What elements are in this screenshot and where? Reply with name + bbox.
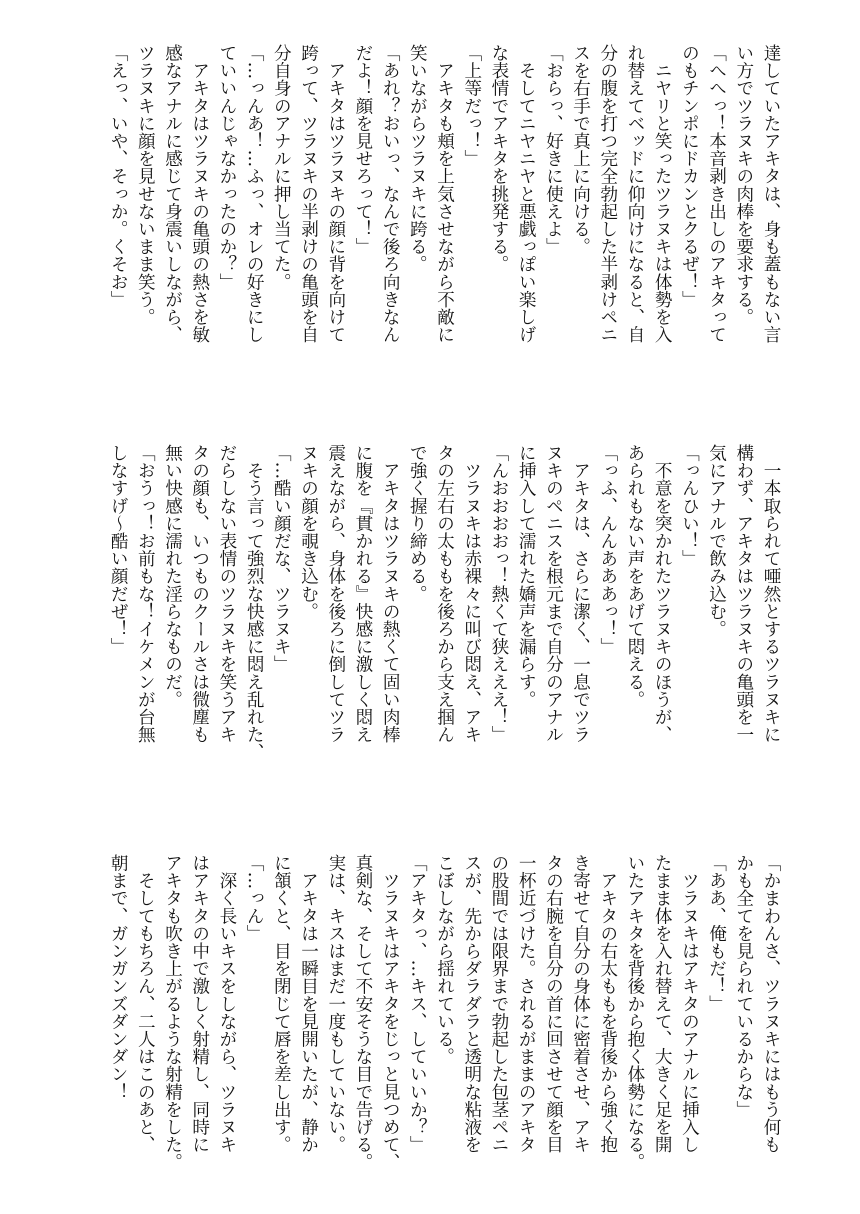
text-line: たまま体を入れ替えて、大きく足を開 xyxy=(652,854,673,1154)
text-line: しなすげ～酷い顔だぜ！」 xyxy=(108,444,129,656)
text-line: あられもない声をあげて悶える。 xyxy=(624,444,645,708)
text-line: 深く長いキスをしながら、ツラヌキ xyxy=(216,854,237,1154)
text-line: 分自身のアナルに押し当てた。 xyxy=(271,44,292,291)
text-line: ヌキの顔を覗き込む。 xyxy=(298,444,319,620)
text-line: 「…っん」 xyxy=(244,854,265,942)
text-line: ツラヌキはアキタをじっと見つめて、 xyxy=(380,854,401,1171)
text-block-middle xyxy=(104,444,784,761)
text-line: 「っふ、んんあああっ！」 xyxy=(597,444,618,656)
text-line: アキタは、さらに潔く、一息でツラ xyxy=(570,444,591,744)
text-line: 「アキタっ、…キス、していいか？」 xyxy=(407,854,428,1154)
text-line: のもチンポにドカンとクるぜ！」 xyxy=(679,44,700,308)
text-line: そう言って強烈な快感に悶え乱れた、 xyxy=(244,444,265,761)
text-line: アキタも吹き上がるような射精をした。 xyxy=(162,854,183,1171)
text-line: い方でツラヌキの肉棒を要求する。 xyxy=(733,44,754,326)
text-line: 一杯近づけた。されるがままのアキタ xyxy=(516,854,537,1154)
text-line: に頷くと、目を閉じて唇を差し出す。 xyxy=(271,854,292,1154)
text-line: 「んおおおおっ！熱くて狭えええ！」 xyxy=(488,444,509,744)
text-line: 震えながら、身体を後ろに倒してツラ xyxy=(325,444,346,744)
text-line: 一本取られて唖然とするツラヌキに xyxy=(761,444,781,744)
text-line: 真剣な、そして不安そうな目で告げる。 xyxy=(352,854,373,1171)
text-line: かも全てを見られているからな」 xyxy=(733,854,754,1118)
text-line: スが、先からダラダラと透明な粘液を xyxy=(461,854,482,1154)
text-line: アキタはツラヌキの顔に背を向けて xyxy=(325,44,346,344)
text-line: れ替えてベッドに仰向けになると、自 xyxy=(624,44,645,344)
text-line: 「おらっ、好きに使えよ」 xyxy=(543,44,564,256)
text-line: な表情でアキタを挑発する。 xyxy=(488,44,509,273)
text-line: アキタも頬を上気させながら不敵に xyxy=(434,44,455,344)
text-line: そしてもちろん、二人はこのあと、 xyxy=(135,854,156,1154)
text-line: タの左右の太ももを後ろから支え掴ん xyxy=(434,444,455,744)
text-line: アキタは一瞬目を見開いたが、静か xyxy=(298,854,319,1154)
text-line: スを右手で真上に向ける。 xyxy=(570,44,591,256)
text-line: こぼしながら揺れている。 xyxy=(434,854,455,1066)
text-line: いたアキタを背後から抱く体勢になる。 xyxy=(624,854,645,1171)
text-line: 気にアナルで飲み込む。 xyxy=(706,444,727,638)
text-line: 「ああ、俺もだ！」 xyxy=(706,854,727,1013)
text-line: タの顔も、いつものクールさは微塵も xyxy=(189,444,210,744)
text-line: だらしない表情のツラヌキを笑うアキ xyxy=(216,444,237,744)
text-line: 実は、キスはまだ一度もしていない。 xyxy=(325,854,346,1154)
text-line: 「…っんあ！…ふっ、オレの好きにし xyxy=(244,44,265,344)
text-line: 「えっ、いや、そっか。くそお」 xyxy=(108,44,129,308)
text-line: ツラヌキはアキタのアナルに挿入し xyxy=(679,854,700,1154)
text-line: 「かまわんさ、ツラヌキにはもう何も xyxy=(761,854,781,1154)
text-line: アキタの右太ももを背後から強く抱 xyxy=(597,854,618,1154)
text-line: 朝まで、ガンガンズダンダン！ xyxy=(108,854,129,1101)
text-block-top xyxy=(104,44,784,354)
text-line: はアキタの中で激しく射精し、同時に xyxy=(189,854,210,1154)
text-line: に挿入して濡れた嬌声を漏らす。 xyxy=(516,444,537,708)
text-line: で強く握り締める。 xyxy=(407,444,428,603)
text-line: 跨って、ツラヌキの半剥けの亀頭を自 xyxy=(298,44,319,344)
text-line: 分の腹を打つ完全勃起した半剥けペニ xyxy=(597,44,618,344)
text-line: 「…酷い顔だな、ツラヌキ」 xyxy=(271,444,292,673)
text-line: タの右腕を自分の首に回させて顔を目 xyxy=(543,854,564,1154)
text-line: 達していたアキタは、身も蓋もない言 xyxy=(761,44,781,344)
text-line: ツラヌキに顔を見せないまま笑う。 xyxy=(135,44,156,326)
text-line: 無い快感に濡れた淫らなものだ。 xyxy=(162,444,183,708)
text-line: ていいんじゃなかったのか？」 xyxy=(216,44,237,291)
text-line: 「あれ？おいっ、なんで後ろ向きなん xyxy=(380,44,401,344)
text-line: 「おうっ！お前もな！イケメンが台無 xyxy=(135,444,156,744)
text-line: き寄せて自分の身体に密着させ、アキ xyxy=(570,854,591,1154)
text-line: アキタはツラヌキの亀頭の熱さを敏 xyxy=(189,44,210,344)
text-line: 「っんひい！」 xyxy=(679,444,700,568)
text-line: そしてニヤニヤと悪戯っぽい楽しげ xyxy=(516,44,537,344)
text-line: に腹を『貫かれる』快感に激しく悶え xyxy=(352,444,373,744)
text-line: 「へへっ！本音剥き出しのアキタって xyxy=(706,44,727,344)
text-line: アキタはツラヌキの熱くて固い肉棒 xyxy=(380,444,401,744)
text-line: 「上等だっ！」 xyxy=(461,44,482,168)
text-line: ヌキのペニスを根元まで自分のアナル xyxy=(543,444,564,744)
text-line: ツラヌキは赤裸々に叫び悶え、アキ xyxy=(461,444,482,744)
text-line: 不意を突かれたツラヌキのほうが、 xyxy=(652,444,673,744)
text-line: の股間では限界まで勃起した包茎ペニ xyxy=(488,854,509,1154)
text-line: 感なアナルに感じて身震いしながら、 xyxy=(162,44,183,344)
text-line: だよ！顔を見せろって！」 xyxy=(352,44,373,256)
text-line: 構わず、アキタはツラヌキの亀頭を一 xyxy=(733,444,754,744)
text-block-bottom xyxy=(104,854,784,1174)
text-line: ニヤリと笑ったツラヌキは体勢を入 xyxy=(652,44,673,344)
text-line: 笑いながらツラヌキに跨る。 xyxy=(407,44,428,273)
